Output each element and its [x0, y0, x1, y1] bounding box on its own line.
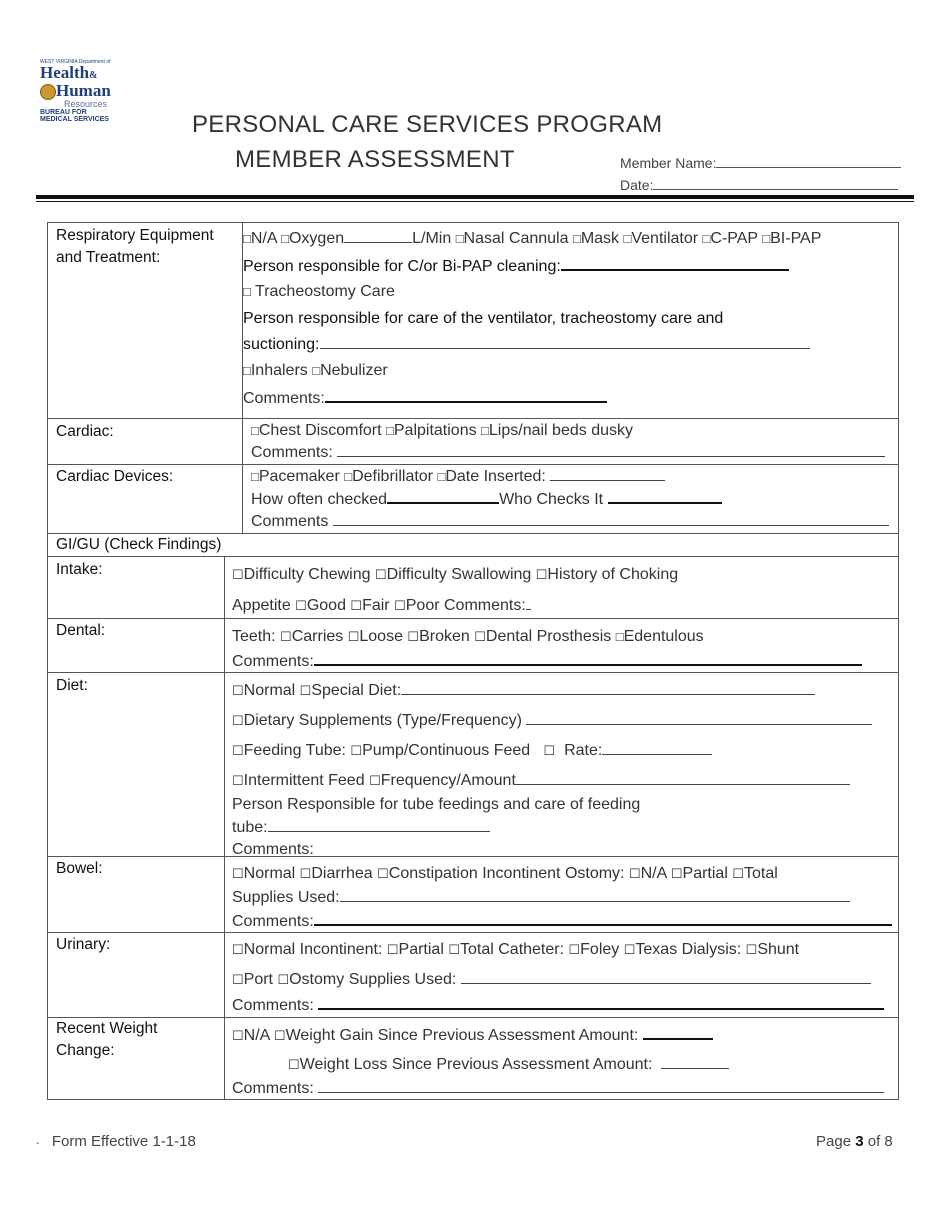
- logo-bureau-line1: BUREAU FOR: [40, 109, 87, 117]
- comments-label: Comments: [251, 513, 329, 530]
- lmin-label: L/Min: [412, 230, 452, 247]
- date-inserted-blank[interactable]: [550, 466, 665, 481]
- amount-label: Amount:: [578, 1027, 639, 1044]
- frequency-blank[interactable]: [516, 770, 850, 785]
- intake-comments-blank[interactable]: [526, 595, 531, 610]
- trach-option: [243, 281, 395, 303]
- urinary-options-row: [232, 939, 799, 961]
- checkbox-icon[interactable]: ☐: [623, 942, 636, 957]
- logo-health-text: Health: [40, 63, 90, 82]
- row-divider: [48, 418, 898, 419]
- option-ventilator: Ventilator: [631, 230, 699, 247]
- checkbox-icon[interactable]: ☐: [369, 773, 381, 788]
- comments-label: Comments:: [444, 597, 526, 614]
- rate-blank[interactable]: [602, 740, 712, 755]
- supplies-label: Supplies Used:: [232, 889, 340, 906]
- option-loose: Loose: [359, 628, 403, 645]
- option-history-choking: History of Choking: [547, 566, 679, 583]
- cpap-cleaning-field[interactable]: [243, 255, 789, 278]
- loss-amount-blank[interactable]: [661, 1054, 729, 1069]
- checkbox-icon[interactable]: ☐: [299, 866, 312, 881]
- option-defibrillator: Defibrillator: [352, 468, 434, 485]
- page-number: [816, 1133, 893, 1150]
- appetite-label: Appetite: [232, 597, 291, 614]
- weight-loss-row: [288, 1054, 729, 1076]
- dental-options-row: [232, 626, 704, 648]
- vent-care-label-line1: Person responsible for care of the ventilator, tracheostomy care and: [243, 310, 724, 327]
- checkbox-icon[interactable]: ☐: [448, 942, 460, 957]
- respiratory-comments-field[interactable]: [243, 387, 607, 410]
- page-total: of 8: [867, 1133, 893, 1150]
- checkbox-icon[interactable]: ☐: [232, 713, 244, 728]
- diet-normal-row: [232, 680, 815, 702]
- dental-comments-field[interactable]: [232, 650, 862, 673]
- checkbox-icon[interactable]: □: [243, 231, 251, 246]
- option-chest-discomfort: Chest Discomfort: [258, 422, 382, 439]
- option-difficulty-chewing: Difficulty Chewing: [243, 566, 371, 583]
- form-effective-text: Form Effective 1-1-18: [51, 1133, 196, 1150]
- respiratory-label: Respiratory Equipment and Treatment:: [56, 227, 214, 266]
- option-oxygen: Oxygen: [288, 230, 345, 247]
- diet-label: Diet:: [56, 677, 88, 694]
- option-na: N/A: [250, 230, 277, 247]
- tube-responsible-label-line1: Person Responsible for tube feedings and care of feeding: [232, 796, 641, 813]
- checkbox-icon[interactable]: ☐: [386, 942, 399, 957]
- member-name-field[interactable]: [620, 154, 901, 171]
- option-total: Total: [459, 941, 494, 958]
- comments-label: Comments:: [232, 913, 314, 930]
- date-blank[interactable]: [653, 176, 898, 190]
- checkbox-icon[interactable]: ☐: [745, 942, 758, 957]
- option-shunt: Shunt: [757, 941, 800, 958]
- who-checks-label: Who Checks It: [499, 491, 604, 508]
- checkbox-icon[interactable]: ☐: [628, 866, 641, 881]
- page-current: 3: [855, 1133, 864, 1150]
- weight-comments-field[interactable]: [232, 1078, 884, 1100]
- checkbox-icon[interactable]: □: [386, 423, 394, 438]
- cpap-cleaning-blank[interactable]: [561, 255, 789, 271]
- checkbox-icon[interactable]: ☐: [350, 743, 363, 758]
- urinary-comments-field[interactable]: [232, 994, 884, 1017]
- checkbox-icon[interactable]: ☐: [407, 629, 420, 644]
- checkbox-icon[interactable]: □: [251, 423, 259, 438]
- comments-label: Comments:: [251, 444, 333, 461]
- option-palpitations: Palpitations: [393, 422, 477, 439]
- page-title-line2: MEMBER ASSESSMENT: [235, 146, 515, 173]
- intake-options-row: [232, 564, 678, 586]
- option-lips-dusky: Lips/nail beds dusky: [488, 422, 633, 439]
- bowel-supplies-field[interactable]: [232, 887, 850, 909]
- bowel-label: Bowel:: [56, 860, 103, 877]
- column-divider: [224, 556, 225, 1100]
- checkbox-icon[interactable]: ☐: [232, 567, 244, 582]
- cardiac-devices-options-row: [251, 466, 665, 488]
- amount-label: Amount:: [592, 1056, 653, 1073]
- checkbox-icon[interactable]: ☐: [280, 629, 292, 644]
- option-constipation: Constipation: [388, 865, 478, 882]
- option-na: N/A: [640, 865, 667, 882]
- option-intermittent-feed: Intermittent Feed: [243, 772, 365, 789]
- checkbox-icon[interactable]: □: [437, 469, 446, 484]
- header-rule-thick: [36, 195, 914, 199]
- checkbox-icon[interactable]: ☐: [394, 598, 406, 613]
- dialysis-label: Dialysis:: [681, 941, 742, 958]
- intake-label: Intake:: [56, 561, 103, 578]
- header-rule-thin: [36, 201, 914, 202]
- checkbox-icon[interactable]: ☐: [732, 866, 744, 881]
- teeth-label: Teeth:: [232, 628, 276, 645]
- bowel-comments-field[interactable]: [232, 910, 892, 933]
- checkbox-icon[interactable]: ☐: [295, 598, 307, 613]
- urinary-comments-blank[interactable]: [318, 994, 884, 1010]
- bowel-options-row: [232, 863, 778, 885]
- bowel-supplies-blank[interactable]: [340, 887, 850, 902]
- option-pacemaker: Pacemaker: [258, 468, 340, 485]
- inhaler-options-row: [243, 360, 388, 382]
- option-normal: Normal: [243, 941, 296, 958]
- weight-comments-blank[interactable]: [318, 1078, 884, 1093]
- checkbox-icon[interactable]: □: [455, 231, 464, 246]
- how-often-blank[interactable]: [387, 488, 499, 504]
- option-dietary-supplements: Dietary Supplements (Type/Frequency): [243, 712, 522, 729]
- option-weight-gain: Weight Gain Since Previous Assessment: [285, 1027, 576, 1044]
- vent-care-field[interactable]: [243, 334, 810, 356]
- checkbox-icon[interactable]: ☐: [535, 567, 548, 582]
- option-normal: Normal: [243, 682, 296, 699]
- bowel-comments-blank[interactable]: [314, 910, 892, 926]
- option-bipap: BI-PAP: [770, 230, 822, 247]
- checkbox-icon[interactable]: ☐: [232, 683, 244, 698]
- option-good: Good: [306, 597, 346, 614]
- assessment-table: [47, 222, 899, 1100]
- checkbox-icon[interactable]: ☐: [232, 743, 244, 758]
- comments-label: Comments:: [232, 1080, 314, 1097]
- row-divider: [48, 556, 898, 557]
- oxygen-rate-blank[interactable]: [344, 228, 412, 243]
- checkbox-icon[interactable]: □: [762, 231, 771, 246]
- option-special-diet: Special Diet:: [311, 682, 402, 699]
- row-divider: [48, 618, 898, 619]
- option-nasal-cannula: Nasal Cannula: [463, 230, 569, 247]
- option-normal: Normal: [243, 865, 296, 882]
- cardiac-devices-label: Cardiac Devices:: [56, 468, 174, 485]
- weight-change-label: Recent Weight Change:: [56, 1020, 158, 1059]
- logo-state-text: WEST VIRGINIA Department of: [40, 59, 111, 65]
- comments-label: Comments:: [243, 390, 325, 407]
- respiratory-comments-blank[interactable]: [325, 387, 607, 403]
- option-broken: Broken: [419, 628, 470, 645]
- option-edentulous: Edentulous: [623, 628, 704, 645]
- option-fair: Fair: [362, 597, 390, 614]
- cpap-cleaning-label: Person responsible for C/or Bi-PAP cleaning:: [243, 258, 561, 275]
- cardiac-comments-field[interactable]: [251, 442, 885, 464]
- checkbox-icon[interactable]: □: [702, 231, 711, 246]
- checkbox-icon[interactable]: ☐: [670, 866, 683, 881]
- checkbox-icon[interactable]: ☐: [288, 1057, 300, 1072]
- option-tracheostomy: Tracheostomy Care: [255, 283, 395, 300]
- form-effective-footer: [36, 1133, 196, 1150]
- checkbox-icon[interactable]: ☐: [347, 629, 360, 644]
- checkbox-icon[interactable]: □: [481, 423, 489, 438]
- dental-comments-blank[interactable]: [314, 650, 862, 666]
- checkbox-icon[interactable]: ☐: [273, 1028, 286, 1043]
- logo-bureau-line2: MEDICAL SERVICES: [40, 116, 109, 124]
- option-nebulizer: Nebulizer: [320, 362, 388, 379]
- feeding-tube-row: [232, 740, 712, 762]
- option-cpap: C-PAP: [710, 230, 758, 247]
- checkbox-icon[interactable]: □: [623, 231, 632, 246]
- comments-label: Comments:: [232, 653, 314, 670]
- checkbox-icon[interactable]: ☐: [232, 773, 244, 788]
- option-na: N/A: [243, 1027, 270, 1044]
- gigu-section-label: GI/GU (Check Findings): [56, 536, 222, 553]
- date-label: Date:: [620, 177, 654, 193]
- device-check-row: [251, 488, 722, 511]
- logo-resources-text: Resources: [64, 99, 108, 110]
- option-inhalers: Inhalers: [250, 362, 308, 379]
- option-ostomy: Ostomy: [289, 971, 345, 988]
- cardiac-options-row: [251, 420, 633, 442]
- diet-comments-label: Comments:: [232, 841, 314, 856]
- option-weight-loss: Weight Loss Since Previous Assessment: [299, 1056, 590, 1073]
- option-mask: Mask: [580, 230, 620, 247]
- option-carries: Carries: [291, 628, 344, 645]
- checkbox-icon[interactable]: □: [243, 363, 251, 378]
- checkbox-icon[interactable]: ☐: [232, 1028, 244, 1043]
- catheter-label: Catheter:: [498, 941, 565, 958]
- cardiac-devices-comments-field[interactable]: [251, 511, 889, 533]
- checkbox-icon[interactable]: ☐: [232, 866, 244, 881]
- checkbox-icon[interactable]: ☐: [374, 567, 387, 582]
- comments-label: Comments:: [232, 997, 314, 1014]
- option-feeding-tube: Feeding Tube:: [243, 742, 346, 759]
- option-foley: Foley: [580, 941, 620, 958]
- incontinent-label: Incontinent:: [299, 941, 383, 958]
- rate-label: Rate:: [564, 742, 603, 759]
- urinary-supplies-row: [232, 969, 871, 991]
- how-often-label: How often checked: [251, 491, 388, 508]
- row-divider: [48, 856, 898, 857]
- diet-supplements-row: [232, 710, 872, 732]
- member-name-label: Member Name:: [620, 155, 717, 171]
- checkbox-icon[interactable]: □: [572, 231, 581, 246]
- checkbox-icon[interactable]: ☐: [543, 743, 556, 758]
- cardiac-label: Cardiac:: [56, 423, 114, 440]
- option-date-inserted: Date Inserted:: [445, 468, 546, 485]
- ostomy-label: Ostomy:: [564, 865, 625, 882]
- checkbox-icon[interactable]: ☐: [377, 866, 389, 881]
- supplements-blank[interactable]: [526, 710, 872, 725]
- who-checks-blank[interactable]: [608, 488, 722, 504]
- tube-responsible-label-line2: tube:: [232, 819, 268, 836]
- gain-amount-blank[interactable]: [643, 1024, 713, 1040]
- checkbox-icon[interactable]: ☐: [474, 629, 486, 644]
- intermittent-row: [232, 770, 850, 792]
- checkbox-icon[interactable]: ☐: [277, 972, 290, 987]
- page-prefix: Page: [816, 1133, 852, 1150]
- checkbox-icon[interactable]: ☐: [350, 598, 363, 613]
- option-difficulty-swallowing: Difficulty Swallowing: [386, 566, 532, 583]
- supplies-label: Supplies Used:: [348, 971, 457, 988]
- option-frequency-amount: Frequency/Amount: [380, 772, 516, 789]
- checkbox-icon[interactable]: ☐: [232, 942, 244, 957]
- checkbox-icon[interactable]: ☐: [568, 942, 581, 957]
- vent-care-blank[interactable]: [320, 334, 810, 349]
- member-name-blank[interactable]: [716, 154, 901, 168]
- option-pump-feed: Pump/Continuous Feed: [362, 742, 531, 759]
- cardiac-devices-comments-blank[interactable]: [333, 511, 889, 526]
- checkbox-icon[interactable]: ☐: [299, 683, 312, 698]
- option-partial: Partial: [682, 865, 728, 882]
- footer-dash: -: [36, 1138, 40, 1149]
- appetite-row: [232, 595, 531, 617]
- urinary-supplies-blank[interactable]: [461, 969, 871, 984]
- tube-responsible-blank[interactable]: [268, 817, 490, 832]
- checkbox-icon[interactable]: □: [312, 363, 321, 378]
- page-title-line1: PERSONAL CARE SERVICES PROGRAM: [192, 111, 663, 138]
- agency-logo: [40, 60, 126, 124]
- state-seal-icon: [40, 84, 56, 100]
- checkbox-icon[interactable]: ☐: [232, 972, 244, 987]
- respiratory-options-row: [243, 228, 821, 250]
- option-dental-prosthesis: Dental Prosthesis: [485, 628, 612, 645]
- checkbox-icon[interactable]: □: [251, 469, 259, 484]
- cardiac-comments-blank[interactable]: [337, 442, 885, 457]
- row-divider: [48, 464, 898, 465]
- logo-amp-text: &: [89, 70, 98, 81]
- incontinent-label: Incontinent: [482, 865, 561, 882]
- option-diarrhea: Diarrhea: [311, 865, 373, 882]
- checkbox-icon[interactable]: □: [281, 231, 289, 246]
- vent-care-label-line2: suctioning:: [243, 336, 320, 353]
- weight-gain-row: [232, 1024, 713, 1047]
- date-field[interactable]: [620, 176, 898, 193]
- option-total: Total: [743, 865, 778, 882]
- checkbox-icon[interactable]: □: [243, 284, 251, 299]
- option-poor: Poor: [405, 597, 440, 614]
- option-port: Port: [243, 971, 273, 988]
- urinary-label: Urinary:: [56, 936, 111, 953]
- option-texas: Texas: [635, 941, 678, 958]
- option-partial: Partial: [398, 941, 444, 958]
- checkbox-icon[interactable]: □: [615, 629, 624, 644]
- checkbox-icon[interactable]: □: [344, 469, 353, 484]
- dental-label: Dental:: [56, 622, 106, 639]
- special-diet-blank[interactable]: [401, 680, 815, 695]
- logo-human-text: Human: [56, 81, 111, 100]
- tube-responsible-field[interactable]: [232, 817, 490, 839]
